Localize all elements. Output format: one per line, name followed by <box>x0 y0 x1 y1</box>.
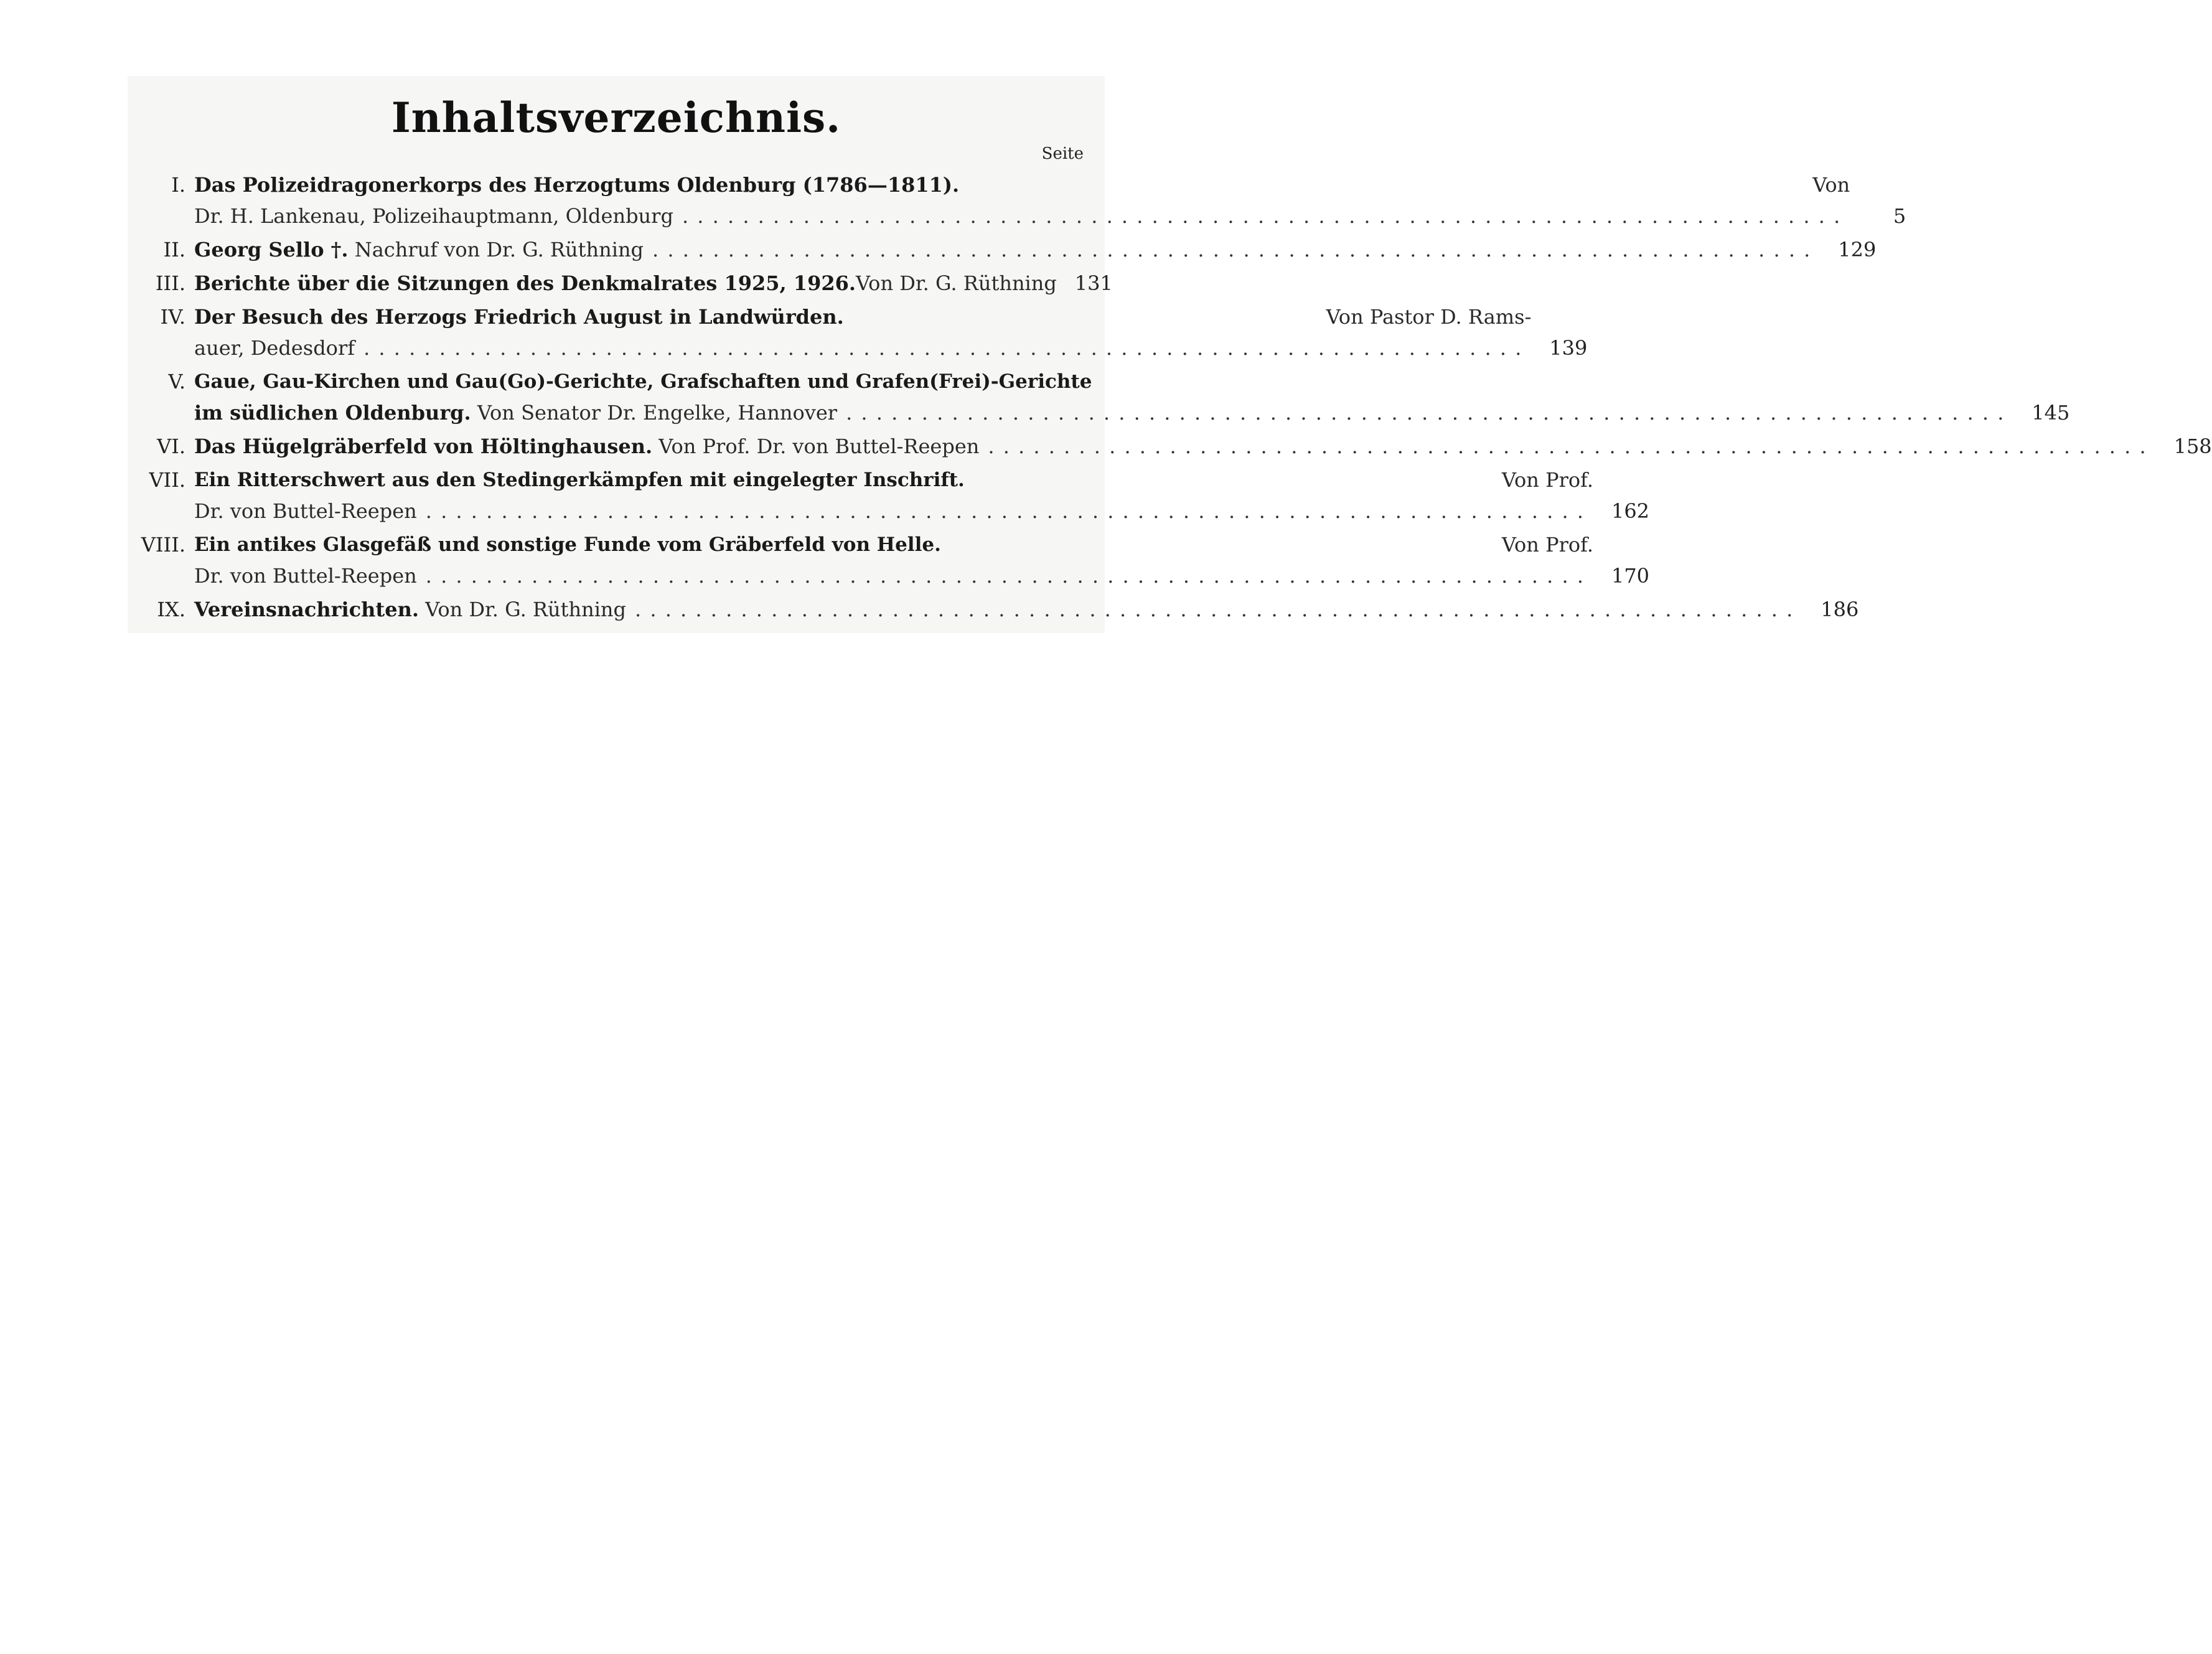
entry-number: I. <box>171 173 185 197</box>
entry-page: 162 <box>1611 499 1650 523</box>
entry-author: Von Prof. Dr. von Buttel-Reepen <box>658 435 980 458</box>
entry-page: 145 <box>2032 401 2070 425</box>
entry-number: IV. <box>160 305 185 329</box>
entry-title: Das Hügelgräberfeld von Höltinghausen. <box>194 435 653 458</box>
page-column-label: Seite <box>1041 144 1084 163</box>
entry-title: Georg Sello †. <box>194 238 349 261</box>
entry-author: Dr. H. Lankenau, Polizeihauptmann, Oldenburg <box>194 204 673 228</box>
entry-number: VI. <box>157 435 185 458</box>
entry-number: VIII. <box>141 533 185 557</box>
entry-author: Von Pastor D. Rams- <box>1326 305 1532 329</box>
dot-leader <box>426 496 1585 527</box>
entry-title: Gaue, Gau-Kirchen und Gau(Go)-Gerichte, Grafschaften und Grafen(Frei)-Gerichte <box>194 370 1092 393</box>
entry-page: 139 <box>1549 336 1588 360</box>
dot-leader <box>426 560 1585 591</box>
entry-number: VII. <box>149 468 185 492</box>
entry-author: Von Prof. <box>1501 468 1594 492</box>
toc-entry <box>128 529 1650 591</box>
entry-author: Dr. von Buttel-Reepen <box>194 564 417 588</box>
dot-leader <box>988 431 2147 462</box>
entry-author: Von Prof. <box>1501 533 1594 557</box>
dot-leader <box>363 332 1522 364</box>
entry-page: 158 <box>2173 435 2212 458</box>
entry-title: Vereinsnachrichten. <box>194 598 419 621</box>
entry-title: Ein antikes Glasgefäß und sonstige Funde vom Gräberfeld von Helle. <box>194 533 941 556</box>
toc-entry <box>128 594 1859 625</box>
entry-page: 170 <box>1611 564 1650 588</box>
toc-entry <box>128 268 1113 299</box>
entry-title: Ein Ritterschwert aus den Stedingerkämpfen mit eingelegter Inschrift. <box>194 469 965 491</box>
entry-page: 131 <box>1074 271 1113 295</box>
toc-entry <box>128 234 1877 265</box>
entry-author: Nachruf von Dr. G. Rüthning <box>354 238 644 261</box>
entry-author: auer, Dedesdorf <box>194 336 355 360</box>
table-of-contents <box>128 169 2212 627</box>
dot-leader <box>652 234 1811 265</box>
toc-entry <box>128 431 2212 462</box>
toc-entry <box>128 366 2070 428</box>
entry-page: 186 <box>1821 598 1859 621</box>
entry-author: Von Dr. G. Rüthning <box>856 271 1057 295</box>
entry-number: III. <box>155 271 185 295</box>
entry-title: Berichte über die Sitzungen des Denkmalrates 1925, 1926. <box>194 271 856 295</box>
entry-number: IX. <box>157 598 185 621</box>
dot-leader <box>635 594 1794 625</box>
entry-title: Das Polizeidragonerkorps des Herzogtums Oldenburg (1786—1811). <box>194 173 960 197</box>
entry-page: 5 <box>1893 204 1906 228</box>
entry-author: Von <box>1812 173 1850 197</box>
entry-page: 129 <box>1838 238 1877 261</box>
entry-author: Von Dr. G. Rüthning <box>425 598 627 621</box>
page-title: Inhaltsverzeichnis. <box>391 93 841 142</box>
toc-entry <box>128 464 1650 527</box>
entry-author: Dr. von Buttel-Reepen <box>194 499 417 523</box>
entry-number: V. <box>168 370 185 393</box>
entry-number: II. <box>163 238 185 261</box>
entry-author: Von Senator Dr. Engelke, Hannover <box>477 401 838 425</box>
dot-leader <box>682 200 1841 232</box>
entry-title: Der Besuch des Herzogs Friedrich August in Landwürden. <box>194 305 844 329</box>
dot-leader <box>846 397 2005 428</box>
entry-title: im südlichen Oldenburg. <box>194 401 471 425</box>
toc-entry <box>128 169 1906 232</box>
toc-entry <box>128 301 1588 364</box>
